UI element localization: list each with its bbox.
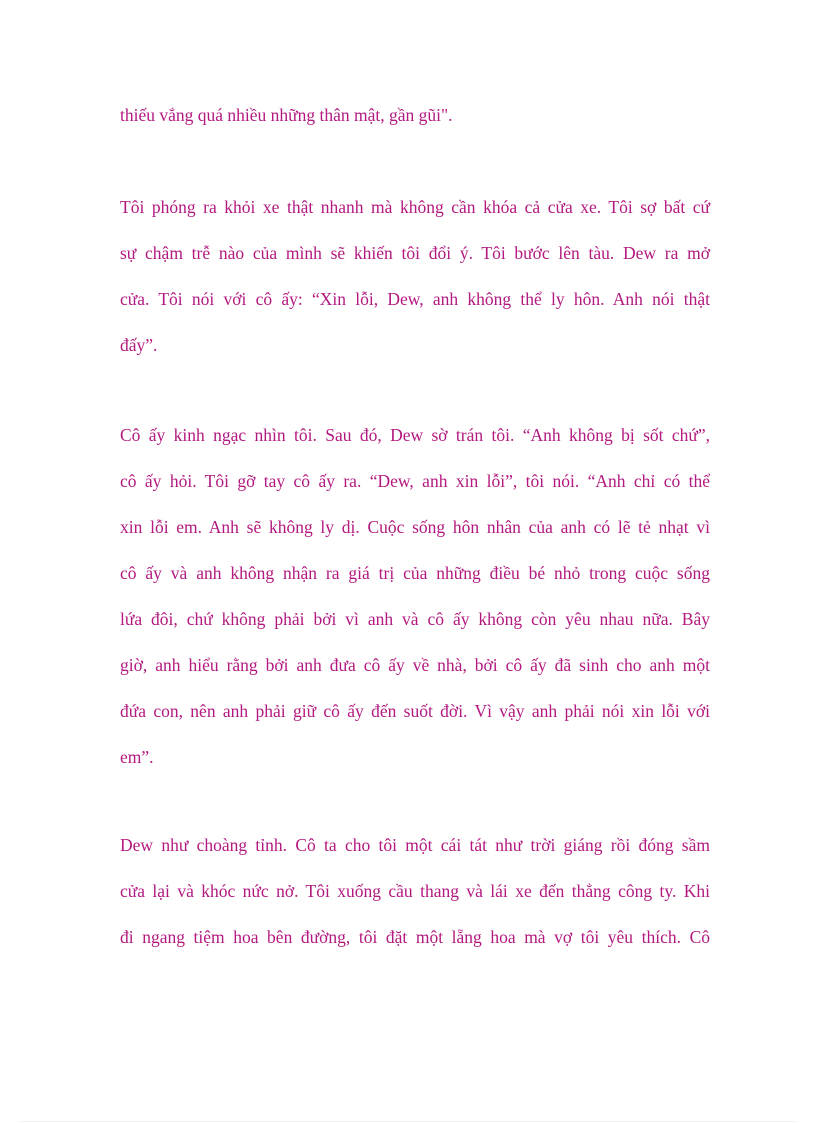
- paragraph-3-line-8: em”.: [120, 747, 154, 767]
- paragraph-2-line-2: sự chậm trễ nào của mình sẽ khiến tôi đổi ý. Tôi bước lên tàu. Dew ra mở: [120, 243, 710, 263]
- paragraph-4-line-2: cửa lại và khóc nức nở. Tôi xuống cầu thang và lái xe đến thẳng công ty. Khi: [120, 881, 710, 901]
- paragraph-3-line-3: xin lỗi em. Anh sẽ không ly dị. Cuộc sống hôn nhân của anh có lẽ tẻ nhạt vì: [120, 517, 710, 537]
- paragraph-3: [120, 412, 710, 780]
- paragraph-2-line-1: Tôi phóng ra khỏi xe thật nhanh mà không cần khóa cả cửa xe. Tôi sợ bất cứ: [120, 197, 710, 217]
- page-bottom-edge: [20, 1121, 796, 1122]
- paragraph-3-line-5: lứa đôi, chứ không phải bởi vì anh và cô ấy không còn yêu nhau nữa. Bây: [120, 609, 710, 629]
- paragraph-2-line-4: đấy”.: [120, 335, 158, 355]
- paragraph-2-line-3: cửa. Tôi nói với cô ấy: “Xin lỗi, Dew, anh không thể ly hôn. Anh nói thật: [120, 289, 710, 309]
- paragraph-3-line-2: cô ấy hỏi. Tôi gỡ tay cô ấy ra. “Dew, anh xin lỗi”, tôi nói. “Anh chỉ có thể: [120, 471, 710, 491]
- paragraph-3-line-7: đứa con, nên anh phải giữ cô ấy đến suốt đời. Vì vậy anh phải nói xin lỗi với: [120, 701, 710, 721]
- paragraph-1: [120, 92, 710, 138]
- paragraph-3-line-1: Cô ấy kinh ngạc nhìn tôi. Sau đó, Dew sờ trán tôi. “Anh không bị sốt chứ”,: [120, 425, 710, 445]
- paragraph-1-line-1: thiếu vắng quá nhiều những thân mật, gần gũi".: [120, 105, 453, 125]
- paragraph-2: [120, 184, 710, 368]
- paragraph-3-line-4: cô ấy và anh không nhận ra giá trị của những điều bé nhỏ trong cuộc sống: [120, 563, 710, 583]
- paragraph-4: [120, 822, 710, 960]
- paragraph-4-line-3: đi ngang tiệm hoa bên đường, tôi đặt một lẵng hoa mà vợ tôi yêu thích. Cô: [120, 927, 710, 947]
- paragraph-3-line-6: giờ, anh hiểu rằng bởi anh đưa cô ấy về nhà, bởi cô ấy đã sinh cho anh một: [120, 655, 710, 675]
- paragraph-4-line-1: Dew như choàng tỉnh. Cô ta cho tôi một cái tát như trời giáng rồi đóng sầm: [120, 835, 710, 855]
